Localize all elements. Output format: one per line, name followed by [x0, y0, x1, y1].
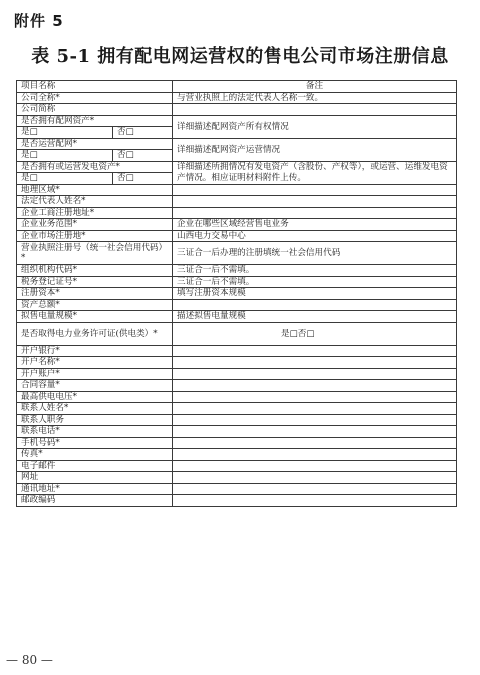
annex-label: 附件 5 — [14, 12, 64, 30]
row-label: 组织机构代码* — [17, 265, 173, 277]
row-note: 山西电力交易中心 — [173, 230, 457, 242]
table-row — [17, 449, 457, 461]
row-note — [173, 460, 457, 472]
table-row — [17, 196, 457, 208]
table-row — [17, 368, 457, 380]
row-note — [173, 104, 457, 116]
table-row — [17, 391, 457, 403]
row-note — [173, 495, 457, 507]
row-note: 企业在哪些区域经营售电业务 — [173, 219, 457, 231]
row-label: 电子邮件 — [17, 460, 173, 472]
row-label: 地理区域* — [17, 184, 173, 196]
no-checkbox[interactable]: 否□ — [113, 173, 173, 185]
row-label: 公司全称* — [17, 92, 173, 104]
table-row — [17, 437, 457, 449]
row-label: 税务登记证号* — [17, 276, 173, 288]
table-row — [17, 161, 457, 173]
row-label: 最高供电电压* — [17, 391, 173, 403]
yes-checkbox[interactable]: 是□ — [17, 150, 113, 162]
row-note — [173, 299, 457, 311]
row-note — [173, 380, 457, 392]
yes-checkbox[interactable]: 是□ — [17, 173, 113, 185]
table-row — [17, 414, 457, 426]
row-label: 联系人职务 — [17, 414, 173, 426]
row-note — [173, 437, 457, 449]
row-label: 联系人姓名* — [17, 403, 173, 415]
row-label: 是否运营配网* — [17, 138, 173, 150]
row-note — [173, 483, 457, 495]
table-row — [17, 483, 457, 495]
table-row — [17, 426, 457, 438]
row-note: 与营业执照上的法定代表人名称一致。 — [173, 92, 457, 104]
row-label: 是否拥有配网资产* — [17, 115, 173, 127]
row-label: 合同容量* — [17, 380, 173, 392]
table-row — [17, 322, 457, 345]
row-label: 网址 — [17, 472, 173, 484]
row-note — [173, 368, 457, 380]
row-note — [173, 403, 457, 415]
license-yes-no-checkbox[interactable]: 是□否□ — [173, 322, 457, 345]
no-checkbox[interactable]: 否□ — [113, 127, 173, 139]
table-row — [17, 184, 457, 196]
row-label: 传真* — [17, 449, 173, 461]
table-row — [17, 472, 457, 484]
page-number: — 80 — — [6, 653, 53, 667]
row-note: 详细描述配网资产所有权情况 — [173, 115, 457, 138]
row-note — [173, 472, 457, 484]
row-label: 邮政编码 — [17, 495, 173, 507]
table-row — [17, 104, 457, 116]
row-label: 联系电话* — [17, 426, 173, 438]
row-note — [173, 414, 457, 426]
row-note: 三证合一后办理的注册填统一社会信用代码 — [173, 242, 457, 265]
row-note: 填写注册资本规模 — [173, 288, 457, 300]
table-row — [17, 92, 457, 104]
row-note — [173, 426, 457, 438]
table-row — [17, 230, 457, 242]
row-label: 开户银行* — [17, 345, 173, 357]
row-label: 营业执照注册号（统一社会信用代码）* — [17, 242, 173, 265]
table-title: 表 5-1 拥有配电网运营权的售电公司市场注册信息 — [31, 46, 449, 67]
row-label: 是否取得电力业务许可证(供电类）* — [17, 322, 173, 345]
row-label: 公司简称 — [17, 104, 173, 116]
table-row — [17, 242, 457, 265]
table-row — [17, 495, 457, 507]
table-row — [17, 138, 457, 150]
row-label: 资产总额* — [17, 299, 173, 311]
table-row — [17, 299, 457, 311]
row-label: 是否拥有或运营发电资产* — [17, 161, 173, 173]
yes-checkbox[interactable]: 是□ — [17, 127, 113, 139]
row-note: 三证合一后不需填。 — [173, 276, 457, 288]
row-label: 通讯地址* — [17, 483, 173, 495]
row-label: 企业业务范围* — [17, 219, 173, 231]
row-note: 三证合一后不需填。 — [173, 265, 457, 277]
registration-table — [16, 80, 457, 507]
table-row — [17, 288, 457, 300]
table-header-row — [17, 81, 457, 93]
row-note: 描述拟售电量规模 — [173, 311, 457, 323]
row-label: 法定代表人姓名* — [17, 196, 173, 208]
header-note: 备注 — [173, 81, 457, 93]
header-item-name: 项目名称 — [17, 81, 173, 93]
table-row — [17, 311, 457, 323]
row-note — [173, 391, 457, 403]
row-note — [173, 345, 457, 357]
table-row — [17, 345, 457, 357]
row-label: 开户名称* — [17, 357, 173, 369]
no-checkbox[interactable]: 否□ — [113, 150, 173, 162]
row-label: 企业工商注册地址* — [17, 207, 173, 219]
row-note — [173, 449, 457, 461]
row-label: 拟售电量规模* — [17, 311, 173, 323]
row-note — [173, 357, 457, 369]
row-note — [173, 184, 457, 196]
table-row — [17, 207, 457, 219]
row-label: 企业市场注册地* — [17, 230, 173, 242]
table-row — [17, 460, 457, 472]
row-label: 手机号码* — [17, 437, 173, 449]
table-row — [17, 380, 457, 392]
row-note: 详细描述配网资产运营情况 — [173, 138, 457, 161]
row-note: 详细描述所拥情况有发电资产（含股份、产权等），或运营、运维发电资产情况。相应证明材料附件上传。 — [173, 161, 457, 184]
table-row — [17, 357, 457, 369]
row-label: 开户账户* — [17, 368, 173, 380]
table-row — [17, 115, 457, 127]
row-note — [173, 196, 457, 208]
table-row — [17, 219, 457, 231]
table-row — [17, 276, 457, 288]
table-row — [17, 265, 457, 277]
table-row — [17, 403, 457, 415]
row-note — [173, 207, 457, 219]
row-label: 注册资本* — [17, 288, 173, 300]
